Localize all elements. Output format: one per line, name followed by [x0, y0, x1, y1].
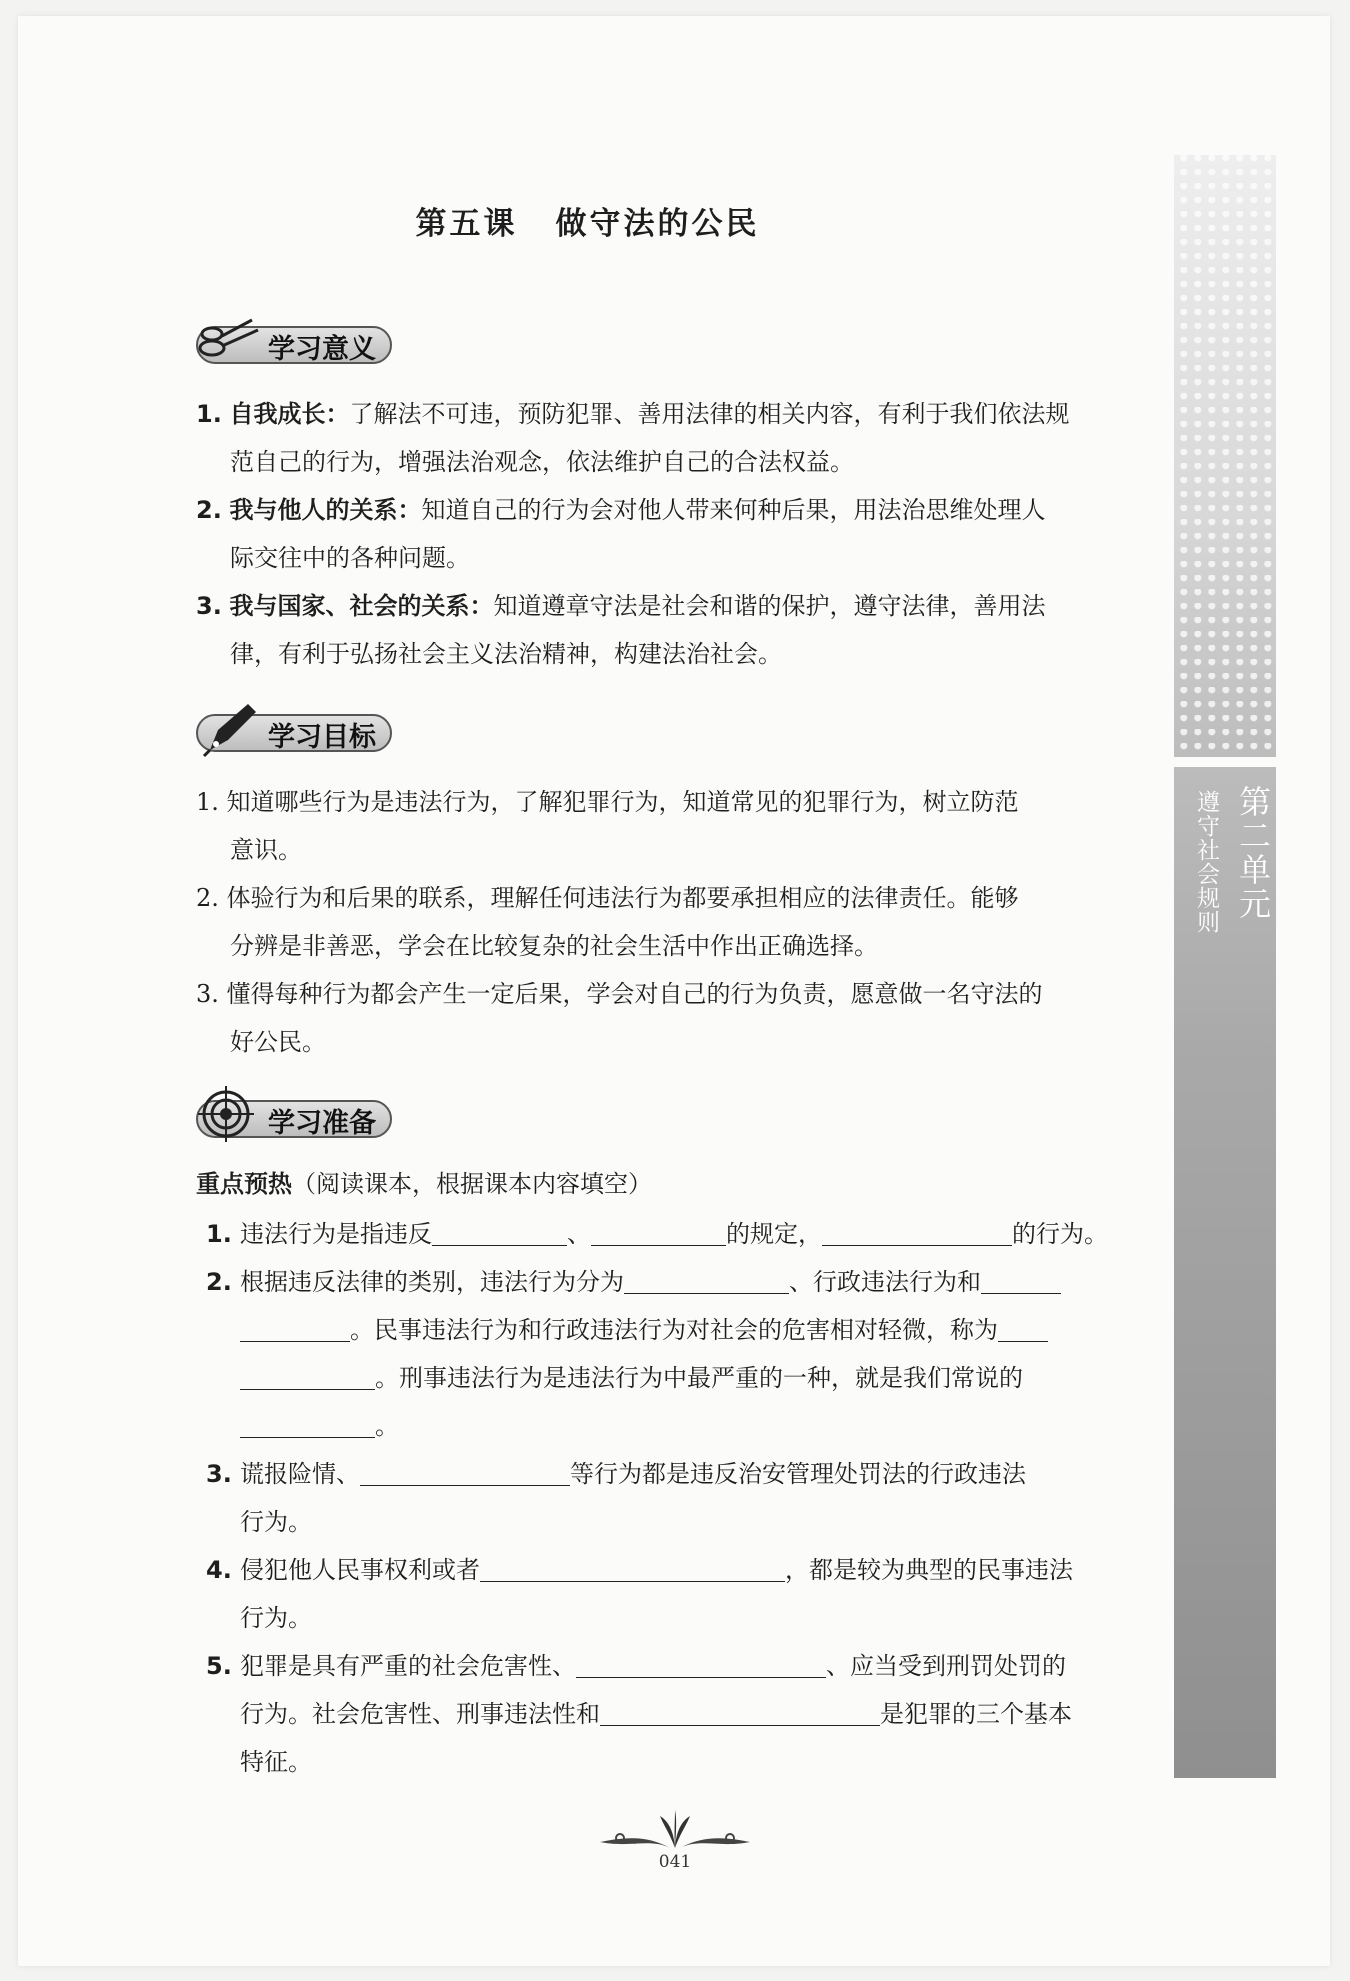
question-text: ，都是较为典型的民事违法 — [785, 1556, 1073, 1584]
page-number: 041 — [658, 1852, 692, 1872]
question-5 — [206, 1642, 1156, 1786]
answer-blank[interactable] — [240, 1407, 375, 1438]
item-text: 分辨是非善恶，学会在比较复杂的社会生活中作出正确选择。 — [230, 932, 878, 960]
heading-label: 学习意义 — [268, 334, 376, 365]
question-number: 2. — [206, 1268, 232, 1296]
question-4 — [206, 1546, 1156, 1642]
item-number: 2. — [196, 884, 219, 912]
question-text: 是犯罪的三个基本 — [880, 1700, 1072, 1728]
question-number: 3. — [206, 1460, 232, 1488]
item-key: 我与他人的关系： — [229, 496, 422, 524]
answer-blank[interactable] — [360, 1455, 570, 1486]
goal-item — [196, 778, 1156, 874]
answer-blank[interactable] — [240, 1359, 375, 1390]
question-2 — [206, 1258, 1156, 1450]
item-text: 懂得每种行为都会产生一定后果，学会对自己的行为负责，愿意做一名守法的 — [226, 980, 1043, 1008]
unit-number: 第二单元 — [1234, 785, 1272, 921]
question-text: 的规定， — [726, 1220, 822, 1248]
item-number: 2. — [196, 496, 222, 524]
question-text: 等行为都是违反治安管理处罚法的行政违法 — [570, 1460, 1026, 1488]
target-icon — [196, 1086, 262, 1146]
question-text: 。刑事违法行为是违法行为中最严重的一种，就是我们常说的 — [375, 1364, 1023, 1392]
page-title — [0, 198, 1175, 243]
answer-blank[interactable] — [600, 1695, 880, 1726]
item-text: 好公民。 — [230, 1028, 326, 1056]
heading-label: 学习准备 — [268, 1108, 376, 1139]
pen-icon — [196, 700, 262, 760]
answer-blank[interactable] — [981, 1263, 1061, 1294]
answer-blank[interactable] — [480, 1551, 785, 1582]
question-text: 行为。 — [240, 1508, 312, 1536]
flourish-ornament-icon — [590, 1808, 760, 1854]
item-text: 体验行为和后果的联系，理解任何违法行为都要承担相应的法律责任。能够 — [226, 884, 1019, 912]
question-text: 。民事违法行为和行政违法行为对社会的危害相对轻微，称为 — [350, 1316, 998, 1344]
question-number: 4. — [206, 1556, 232, 1584]
dot-pattern — [1174, 155, 1276, 755]
strip-divider — [1174, 757, 1276, 767]
goal-item — [196, 874, 1156, 970]
item-text: 意识。 — [230, 836, 302, 864]
meaning-item — [196, 390, 1156, 486]
question-text: 、 — [567, 1220, 591, 1248]
item-text: 知道自己的行为会对他人带来何种后果，用法治思维处理人 — [421, 496, 1046, 524]
item-text: 知道遵章守法是社会和谐的保护，遵守法律，善用法 — [493, 592, 1046, 620]
answer-blank[interactable] — [624, 1263, 789, 1294]
item-number: 3. — [196, 592, 222, 620]
item-number: 1. — [196, 788, 219, 816]
scissors-icon — [196, 312, 262, 372]
question-text: 犯罪是具有严重的社会危害性、 — [240, 1652, 576, 1680]
item-text: 律，有利于弘扬社会主义法治精神，构建法治社会。 — [230, 640, 782, 668]
unit-side-strip — [1174, 155, 1276, 1778]
lesson-name: 做守法的公民 — [555, 206, 760, 242]
answer-blank[interactable] — [576, 1647, 826, 1678]
answer-blank[interactable] — [822, 1215, 1012, 1246]
question-number: 1. — [206, 1220, 232, 1248]
prep-note: （阅读课本，根据课本内容填空） — [292, 1170, 652, 1198]
question-text: 行为。社会危害性、刑事违法性和 — [240, 1700, 600, 1728]
meaning-item — [196, 486, 1156, 582]
question-3 — [206, 1450, 1156, 1546]
answer-blank[interactable] — [591, 1215, 726, 1246]
question-text: 谎报险情、 — [240, 1460, 360, 1488]
section-meaning-heading — [196, 322, 396, 368]
item-key: 我与国家、社会的关系： — [229, 592, 494, 620]
answer-blank[interactable] — [998, 1311, 1048, 1342]
prep-subheading — [196, 1164, 652, 1199]
question-text: 特征。 — [240, 1748, 312, 1776]
question-text: 侵犯他人民事权利或者 — [240, 1556, 480, 1584]
question-text: 、行政违法行为和 — [789, 1268, 981, 1296]
question-text: 根据违反法律的类别，违法行为分为 — [240, 1268, 624, 1296]
unit-name: 遵守社会规则 — [1193, 790, 1219, 934]
section-prep-heading — [196, 1096, 396, 1142]
question-text: 。 — [375, 1412, 399, 1440]
item-text: 了解法不可违，预防犯罪、善用法律的相关内容，有利于我们依法规 — [349, 400, 1070, 428]
item-key: 自我成长： — [229, 400, 350, 428]
meaning-item — [196, 582, 1156, 678]
question-number: 5. — [206, 1652, 232, 1680]
item-text: 范自己的行为，增强法治观念，依法维护自己的合法权益。 — [230, 448, 854, 476]
goal-item — [196, 970, 1156, 1066]
prep-key: 重点预热 — [196, 1170, 292, 1198]
question-text: 行为。 — [240, 1604, 312, 1632]
item-text: 际交往中的各种问题。 — [230, 544, 470, 572]
question-1 — [206, 1210, 1156, 1258]
section-goals-heading — [196, 710, 396, 756]
answer-blank[interactable] — [240, 1311, 350, 1342]
question-text: 、应当受到刑罚处罚的 — [826, 1652, 1066, 1680]
question-text: 违法行为是指违反 — [240, 1220, 432, 1248]
heading-label: 学习目标 — [268, 722, 376, 753]
question-text: 的行为。 — [1012, 1220, 1108, 1248]
item-number: 3. — [196, 980, 219, 1008]
item-text: 知道哪些行为是违法行为，了解犯罪行为，知道常见的犯罪行为，树立防范 — [226, 788, 1019, 816]
lesson-number: 第五课 — [415, 206, 518, 242]
answer-blank[interactable] — [432, 1215, 567, 1246]
item-number: 1. — [196, 400, 222, 428]
